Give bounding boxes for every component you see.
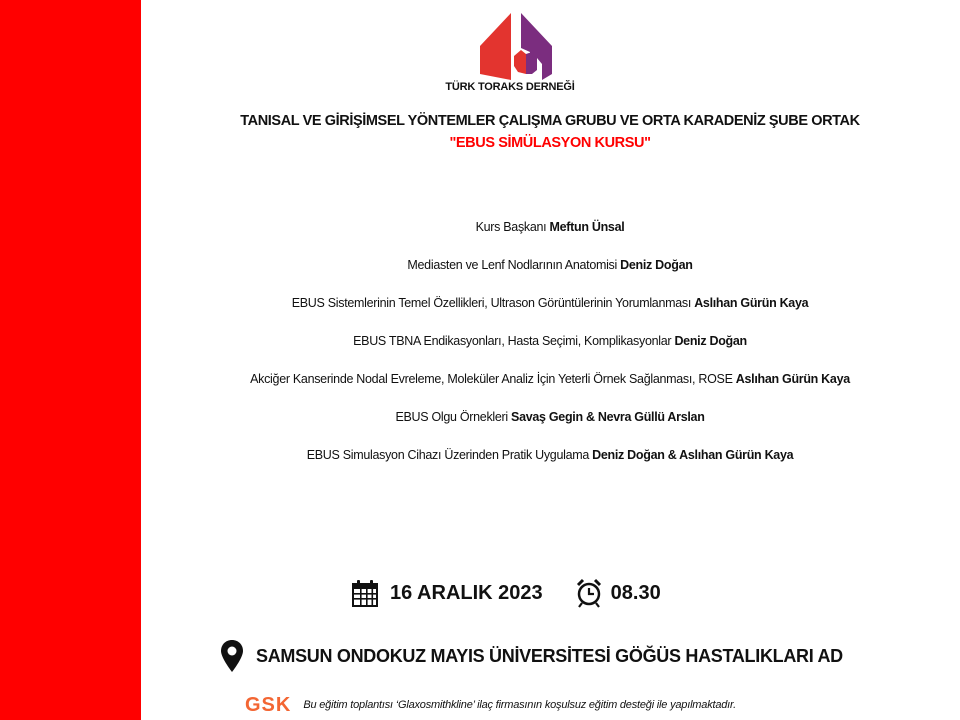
date-time-row <box>350 577 661 609</box>
sponsor-note: Bu eğitim toplantısı ‘Glaxosmithkline’ ilaç firmasının koşulsuz eğitim desteği ile yapılmaktadır. <box>303 699 736 711</box>
program-item <box>140 332 960 370</box>
program-speaker: Meftun Ünsal <box>549 220 625 234</box>
program-item <box>140 370 960 408</box>
program-topic: EBUS Simulasyon Cihazı Üzerinden Pratik Uygulama <box>306 448 589 462</box>
logo-heart-red <box>514 50 526 74</box>
program-topic: Mediasten ve Lenf Nodlarının Anatomisi <box>407 258 617 272</box>
header-title: TANISAL VE GİRİŞİMSEL YÖNTEMLER ÇALIŞMA GRUBU VE ORTA KARADENİZ ŞUBE ORTAK <box>240 113 860 129</box>
turk-toraks-logo-icon <box>470 8 562 80</box>
program-item <box>140 294 960 332</box>
program-topic: EBUS Olgu Örnekleri <box>395 410 512 424</box>
program-speaker: Deniz Doğan <box>674 334 747 348</box>
program-list <box>140 218 960 484</box>
map-pin-icon <box>220 639 244 673</box>
logo-left-lung <box>480 13 511 80</box>
event-location: SAMSUN ONDOKUZ MAYIS ÜNİVERSİTESİ GÖĞÜS HASTALIKLARI AD <box>256 645 843 666</box>
program-topic: EBUS TBNA Endikasyonları, Hasta Seçimi, Komplikasyonlar <box>353 334 672 348</box>
event-time: 08.30 <box>610 581 661 604</box>
program-item <box>140 446 960 484</box>
location-row <box>220 638 843 674</box>
program-item <box>140 408 960 446</box>
program-topic: Akciğer Kanserinde Nodal Evreleme, Moleküler Analiz İçin Yeterli Örnek Sağlanması, ROSE <box>250 372 733 386</box>
program-speaker: Aslıhan Gürün Kaya <box>735 372 850 386</box>
alarm-clock-icon <box>575 578 603 608</box>
course-title: "EBUS SİMÜLASYON KURSU" <box>449 135 651 151</box>
program-speaker: Aslıhan Gürün Kaya <box>694 296 809 310</box>
left-red-bar <box>0 0 141 720</box>
program-speaker: Savaş Gegin & Nevra Güllü Arslan <box>511 410 705 424</box>
program-topic: EBUS Sistemlerinin Temel Özellikleri, Ultrason Görüntülerinin Yorumlanması <box>291 296 691 310</box>
program-speaker: Deniz Doğan <box>620 258 693 272</box>
program-speaker: Deniz Doğan & Aslıhan Gürün Kaya <box>592 448 794 462</box>
program-topic: Kurs Başkanı <box>475 220 547 234</box>
event-date: 16 ARALIK 2023 <box>390 581 543 604</box>
logo-org-name: TÜRK TORAKS DERNEĞİ <box>445 81 575 93</box>
calendar-icon <box>350 578 380 608</box>
sponsor-footer <box>245 694 736 716</box>
program-item <box>140 256 960 294</box>
gsk-logo: GSK <box>245 693 292 716</box>
program-item <box>140 218 960 256</box>
